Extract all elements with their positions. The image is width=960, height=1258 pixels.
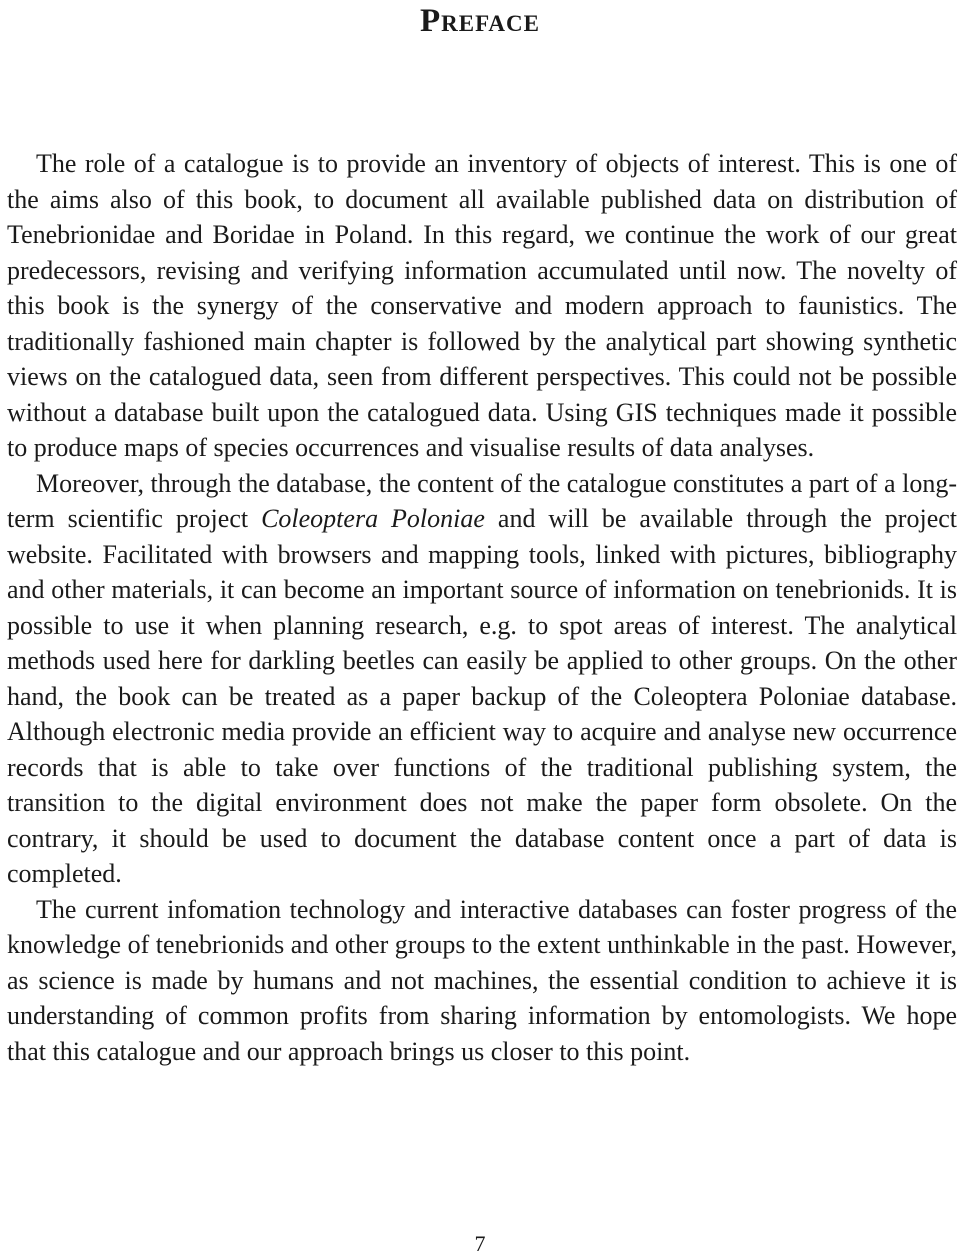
preface-body: [7, 146, 957, 1069]
paragraph-2: [7, 466, 957, 892]
paragraph-3: The current infomation technology and interactive databases can foster progress of the knowledge of tenebrionids and other groups to the extent unthinkable in the past. However, as science is made by humans and not machines, the essential condition to achieve it is understanding of common profits from sharing information by entomologists. We hope that this catalogue and our approach brings us closer to this point.: [7, 894, 957, 1066]
paragraph-1: The role of a catalogue is to provide an inventory of objects of interest. This is one of the aims also of this book, to document all available published data on distribution of Tenebrionidae and Boridae in Poland. In this regard, we continue the work of our great predecessors, revising and verifying information accumulated until now. The novelty of this book is the synergy of the conservative and modern approach to faunistics. The traditionally fashioned main chapter is followed by the analytical part showing synthetic views on the catalogued data, seen from different perspectives. This could not be possible without a database built upon the catalogued data. Using GIS techniques made it possible to produce maps of species occurrences and visualise results of data analyses.: [7, 149, 957, 462]
project-name-italic: Coleoptera Poloniae: [261, 504, 485, 533]
page-number: 7: [474, 1231, 486, 1256]
paragraph-2-end: and will be available through the project website. Facilitated with browsers and mapping tools, linked with pictures, bibliography and other materials, it can become an important source of information on tenebrionids. It is possible to use it when planning research, e.g. to spot areas of interest. The analytical methods used here for darkling beetles can easily be applied to other groups. On the other hand, the book can be treated as a paper backup of the Coleoptera Poloniae database. Although electronic media provide an efficient way to acquire and analyse new occurrence records that is able to take over functions of the traditional publishing system, the transition to the digital environment does not make the paper form obsolete. On the contrary, it should be used to document the database content once a part of data is completed.: [7, 504, 957, 888]
paragraph-2-start: Moreover, through the database, the content of the catalogue constitutes a part of a long-term scientific project: [7, 468, 957, 533]
page-title: Preface: [419, 3, 540, 39]
